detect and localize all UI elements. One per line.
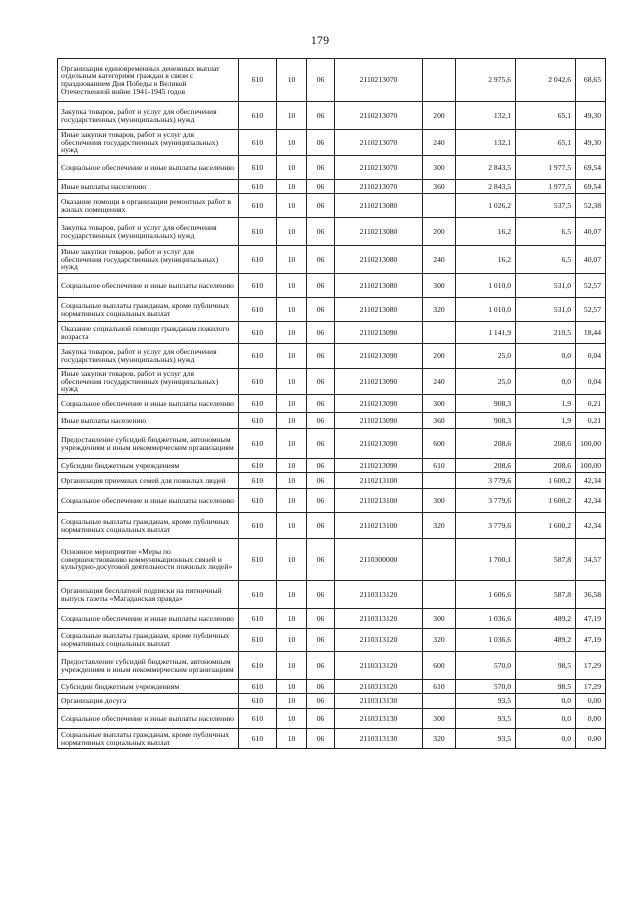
table-row — [58, 344, 606, 369]
cell-expense-type: 300 — [423, 489, 456, 513]
cell-target-article: 2110213100 — [335, 489, 423, 513]
table-row — [58, 459, 606, 473]
cell-target-article: 2110313120 — [335, 652, 423, 680]
cell-percent: 42,34 — [576, 489, 606, 513]
cell-subsection: 06 — [307, 429, 335, 459]
cell-target-article: 2110213080 — [335, 194, 423, 218]
cell-plan-amount: 1 026,2 — [456, 194, 516, 218]
cell-percent: 36,58 — [576, 581, 606, 609]
table-body — [58, 59, 606, 749]
cell-name: Социальное обеспечение и иные выплаты населению — [58, 274, 239, 298]
cell-subsection: 06 — [307, 156, 335, 180]
cell-name: Предоставление субсидий бюджетным, автономным учреждениям и иным некоммерческим организациям — [58, 652, 239, 680]
cell-percent: 69,54 — [576, 180, 606, 194]
cell-section: 10 — [277, 489, 307, 513]
cell-section: 10 — [277, 729, 307, 749]
cell-subsection: 06 — [307, 652, 335, 680]
cell-section: 10 — [277, 322, 307, 344]
table-row — [58, 369, 606, 395]
cell-plan-amount: 1 010,0 — [456, 298, 516, 322]
cell-plan-amount: 570,0 — [456, 652, 516, 680]
cell-name: Социальные выплаты гражданам, кроме публичных нормативных социальных выплат — [58, 629, 239, 652]
cell-percent: 52,38 — [576, 194, 606, 218]
cell-plan-amount: 1 036,6 — [456, 629, 516, 652]
cell-actual-amount: 98,5 — [516, 680, 576, 694]
cell-plan-amount: 3 779,6 — [456, 513, 516, 539]
cell-target-article: 2110313120 — [335, 629, 423, 652]
cell-plan-amount: 16,2 — [456, 218, 516, 246]
cell-actual-amount: 587,8 — [516, 539, 576, 581]
cell-actual-amount: 537,5 — [516, 194, 576, 218]
cell-subsection: 06 — [307, 194, 335, 218]
cell-expense-type: 300 — [423, 274, 456, 298]
cell-section: 10 — [277, 194, 307, 218]
cell-section: 10 — [277, 369, 307, 395]
cell-expense-type: 300 — [423, 709, 456, 729]
cell-expense-type: 600 — [423, 429, 456, 459]
page-number: 179 — [310, 33, 330, 47]
cell-section: 10 — [277, 102, 307, 130]
cell-percent: 100,00 — [576, 429, 606, 459]
cell-section: 10 — [277, 246, 307, 274]
cell-subsection: 06 — [307, 513, 335, 539]
cell-actual-amount: 1 977,5 — [516, 180, 576, 194]
cell-name: Субсидии бюджетным учреждениям — [58, 680, 239, 694]
cell-expense-type: 300 — [423, 156, 456, 180]
cell-target-article: 2110213080 — [335, 274, 423, 298]
cell-ministry: 610 — [239, 369, 277, 395]
cell-actual-amount: 1 600,2 — [516, 473, 576, 489]
cell-plan-amount: 25,0 — [456, 369, 516, 395]
cell-target-article: 2110213090 — [335, 459, 423, 473]
cell-percent: 0,21 — [576, 413, 606, 429]
cell-subsection: 06 — [307, 369, 335, 395]
cell-section: 10 — [277, 130, 307, 156]
cell-target-article: 2110213090 — [335, 395, 423, 413]
cell-expense-type: 200 — [423, 344, 456, 369]
cell-target-article: 2110313130 — [335, 709, 423, 729]
cell-target-article: 2110213070 — [335, 180, 423, 194]
cell-actual-amount: 0,0 — [516, 344, 576, 369]
cell-expense-type: 200 — [423, 218, 456, 246]
cell-ministry: 610 — [239, 59, 277, 102]
cell-ministry: 610 — [239, 156, 277, 180]
cell-name: Субсидии бюджетным учреждениям — [58, 459, 239, 473]
cell-percent: 18,44 — [576, 322, 606, 344]
cell-ministry: 610 — [239, 429, 277, 459]
cell-expense-type: 240 — [423, 369, 456, 395]
cell-name: Социальные выплаты гражданам, кроме публичных нормативных социальных выплат — [58, 513, 239, 539]
cell-subsection: 06 — [307, 274, 335, 298]
cell-name: Иные закупки товаров, работ и услуг для обеспечения государственных (муниципальных) нужд — [58, 246, 239, 274]
cell-expense-type — [423, 59, 456, 102]
cell-subsection: 06 — [307, 395, 335, 413]
table-row — [58, 729, 606, 749]
cell-subsection: 06 — [307, 539, 335, 581]
cell-expense-type — [423, 539, 456, 581]
cell-name: Организация единовременных денежных выплат отдельным категориям граждан в связи с празднованием Дня Победы в Великой Отечественной войне 1941-1945 годов — [58, 59, 239, 102]
cell-name: Оказание помощи в организации ремонтных работ в жилых помещениях — [58, 194, 239, 218]
cell-subsection: 06 — [307, 609, 335, 629]
cell-name: Организация досуга — [58, 694, 239, 709]
cell-ministry: 610 — [239, 609, 277, 629]
cell-ministry: 610 — [239, 539, 277, 581]
cell-section: 10 — [277, 59, 307, 102]
cell-ministry: 610 — [239, 489, 277, 513]
cell-percent: 68,65 — [576, 59, 606, 102]
cell-target-article: 2110313120 — [335, 581, 423, 609]
table-row — [58, 322, 606, 344]
cell-percent: 40,07 — [576, 246, 606, 274]
cell-plan-amount: 3 779,6 — [456, 489, 516, 513]
table-row — [58, 473, 606, 489]
table-row — [58, 629, 606, 652]
budget-table — [57, 58, 606, 749]
cell-section: 10 — [277, 629, 307, 652]
cell-subsection: 06 — [307, 680, 335, 694]
cell-actual-amount: 0,0 — [516, 729, 576, 749]
cell-expense-type: 320 — [423, 629, 456, 652]
cell-actual-amount: 587,8 — [516, 581, 576, 609]
cell-target-article: 2110213080 — [335, 218, 423, 246]
table-row — [58, 156, 606, 180]
cell-percent: 42,34 — [576, 473, 606, 489]
cell-actual-amount: 1,9 — [516, 395, 576, 413]
table-row — [58, 489, 606, 513]
cell-plan-amount: 93,5 — [456, 709, 516, 729]
table-row — [58, 59, 606, 102]
cell-plan-amount: 93,5 — [456, 729, 516, 749]
cell-percent: 49,30 — [576, 102, 606, 130]
cell-ministry: 610 — [239, 473, 277, 489]
cell-expense-type: 320 — [423, 513, 456, 539]
cell-section: 10 — [277, 156, 307, 180]
cell-ministry: 610 — [239, 581, 277, 609]
cell-percent: 47,19 — [576, 609, 606, 629]
cell-section: 10 — [277, 680, 307, 694]
cell-expense-type: 320 — [423, 729, 456, 749]
cell-section: 10 — [277, 274, 307, 298]
cell-section: 10 — [277, 344, 307, 369]
cell-section: 10 — [277, 473, 307, 489]
cell-ministry: 610 — [239, 680, 277, 694]
table-row — [58, 274, 606, 298]
cell-percent: 69,54 — [576, 156, 606, 180]
cell-expense-type: 610 — [423, 680, 456, 694]
cell-ministry: 610 — [239, 322, 277, 344]
cell-ministry: 610 — [239, 395, 277, 413]
cell-target-article: 2110213100 — [335, 513, 423, 539]
cell-target-article: 2110213090 — [335, 369, 423, 395]
cell-section: 10 — [277, 298, 307, 322]
cell-target-article: 2110313120 — [335, 680, 423, 694]
cell-expense-type: 200 — [423, 102, 456, 130]
cell-name: Социальное обеспечение и иные выплаты населению — [58, 395, 239, 413]
cell-actual-amount: 65,1 — [516, 130, 576, 156]
cell-name: Иные закупки товаров, работ и услуг для обеспечения государственных (муниципальных) нужд — [58, 130, 239, 156]
cell-ministry: 610 — [239, 629, 277, 652]
cell-section: 10 — [277, 413, 307, 429]
cell-plan-amount: 1 700,1 — [456, 539, 516, 581]
cell-name: Социальное обеспечение и иные выплаты населению — [58, 489, 239, 513]
cell-ministry: 610 — [239, 694, 277, 709]
cell-name: Организация приемных семей для пожилых людей — [58, 473, 239, 489]
cell-actual-amount: 210,5 — [516, 322, 576, 344]
cell-plan-amount: 3 779,6 — [456, 473, 516, 489]
cell-ministry: 610 — [239, 102, 277, 130]
cell-subsection: 06 — [307, 709, 335, 729]
table-row — [58, 513, 606, 539]
cell-percent: 52,57 — [576, 274, 606, 298]
cell-expense-type: 240 — [423, 246, 456, 274]
table-row — [58, 581, 606, 609]
cell-subsection: 06 — [307, 729, 335, 749]
cell-target-article: 2110213090 — [335, 413, 423, 429]
cell-actual-amount: 208,6 — [516, 429, 576, 459]
cell-target-article: 2110213090 — [335, 344, 423, 369]
cell-ministry: 610 — [239, 513, 277, 539]
cell-actual-amount: 489,2 — [516, 609, 576, 629]
cell-percent: 42,34 — [576, 513, 606, 539]
table-row — [58, 680, 606, 694]
cell-target-article: 2110313120 — [335, 609, 423, 629]
cell-expense-type: 360 — [423, 413, 456, 429]
cell-ministry: 610 — [239, 180, 277, 194]
cell-name: Закупка товаров, работ и услуг для обеспечения государственных (муниципальных) нужд — [58, 102, 239, 130]
cell-ministry: 610 — [239, 459, 277, 473]
cell-section: 10 — [277, 652, 307, 680]
cell-name: Оказание социальной помощи гражданам пожилого возраста — [58, 322, 239, 344]
cell-subsection: 06 — [307, 298, 335, 322]
cell-name: Социальные выплаты гражданам, кроме публичных нормативных социальных выплат — [58, 298, 239, 322]
cell-target-article: 2110213070 — [335, 130, 423, 156]
cell-subsection: 06 — [307, 344, 335, 369]
table-row — [58, 218, 606, 246]
cell-subsection: 06 — [307, 459, 335, 473]
cell-actual-amount: 6,5 — [516, 218, 576, 246]
cell-plan-amount: 2 843,5 — [456, 180, 516, 194]
cell-percent: 52,57 — [576, 298, 606, 322]
cell-expense-type — [423, 694, 456, 709]
cell-ministry: 610 — [239, 194, 277, 218]
cell-expense-type — [423, 473, 456, 489]
cell-expense-type: 240 — [423, 130, 456, 156]
cell-target-article: 2110213070 — [335, 156, 423, 180]
cell-target-article: 2110300000 — [335, 539, 423, 581]
cell-name: Социальное обеспечение и иные выплаты населению — [58, 156, 239, 180]
cell-expense-type: 300 — [423, 395, 456, 413]
cell-ministry: 610 — [239, 652, 277, 680]
cell-actual-amount: 531,0 — [516, 274, 576, 298]
cell-actual-amount: 1 600,2 — [516, 513, 576, 539]
cell-subsection: 06 — [307, 130, 335, 156]
cell-ministry: 610 — [239, 218, 277, 246]
cell-target-article: 2110213100 — [335, 473, 423, 489]
cell-percent: 0,00 — [576, 709, 606, 729]
cell-name: Иные выплаты населению — [58, 180, 239, 194]
cell-target-article: 2110213080 — [335, 298, 423, 322]
table-row — [58, 413, 606, 429]
cell-plan-amount: 16,2 — [456, 246, 516, 274]
cell-section: 10 — [277, 709, 307, 729]
cell-plan-amount: 908,3 — [456, 395, 516, 413]
cell-section: 10 — [277, 581, 307, 609]
cell-name: Социальное обеспечение и иные выплаты населению — [58, 709, 239, 729]
cell-percent: 0,04 — [576, 344, 606, 369]
cell-subsection: 06 — [307, 413, 335, 429]
cell-plan-amount: 25,0 — [456, 344, 516, 369]
cell-target-article: 2110213070 — [335, 102, 423, 130]
cell-subsection: 06 — [307, 489, 335, 513]
cell-name: Закупка товаров, работ и услуг для обеспечения государственных (муниципальных) нужд — [58, 344, 239, 369]
cell-plan-amount: 2 843,5 — [456, 156, 516, 180]
cell-ministry: 610 — [239, 413, 277, 429]
cell-expense-type: 610 — [423, 459, 456, 473]
cell-actual-amount: 0,0 — [516, 694, 576, 709]
cell-percent: 0,21 — [576, 395, 606, 413]
cell-section: 10 — [277, 459, 307, 473]
cell-subsection: 06 — [307, 322, 335, 344]
cell-percent: 49,30 — [576, 130, 606, 156]
cell-percent: 34,57 — [576, 539, 606, 581]
cell-name: Социальное обеспечение и иные выплаты населению — [58, 609, 239, 629]
cell-percent: 17,29 — [576, 680, 606, 694]
cell-name: Основное мероприятие «Меры по совершенствованию коммуникационных связей и культурно-досуговой деятельности пожилых людей» — [58, 539, 239, 581]
cell-expense-type: 320 — [423, 298, 456, 322]
cell-plan-amount: 908,3 — [456, 413, 516, 429]
cell-subsection: 06 — [307, 629, 335, 652]
cell-section: 10 — [277, 609, 307, 629]
cell-target-article: 2110313130 — [335, 729, 423, 749]
cell-actual-amount: 489,2 — [516, 629, 576, 652]
cell-subsection: 06 — [307, 246, 335, 274]
cell-actual-amount: 0,0 — [516, 369, 576, 395]
table-row — [58, 102, 606, 130]
cell-plan-amount: 1 141,9 — [456, 322, 516, 344]
cell-target-article: 2110213090 — [335, 322, 423, 344]
table-row — [58, 652, 606, 680]
cell-plan-amount: 93,5 — [456, 694, 516, 709]
cell-expense-type: 600 — [423, 652, 456, 680]
cell-percent: 100,00 — [576, 459, 606, 473]
cell-subsection: 06 — [307, 473, 335, 489]
cell-actual-amount: 2 042,6 — [516, 59, 576, 102]
cell-ministry: 610 — [239, 344, 277, 369]
cell-actual-amount: 0,0 — [516, 709, 576, 729]
cell-expense-type — [423, 581, 456, 609]
cell-subsection: 06 — [307, 102, 335, 130]
cell-percent: 0,00 — [576, 694, 606, 709]
cell-section: 10 — [277, 395, 307, 413]
cell-percent: 17,29 — [576, 652, 606, 680]
cell-plan-amount: 208,6 — [456, 459, 516, 473]
cell-actual-amount: 1,9 — [516, 413, 576, 429]
cell-plan-amount: 1 036,6 — [456, 609, 516, 629]
cell-ministry: 610 — [239, 246, 277, 274]
cell-name: Закупка товаров, работ и услуг для обеспечения государственных (муниципальных) нужд — [58, 218, 239, 246]
cell-name: Иные закупки товаров, работ и услуг для обеспечения государственных (муниципальных) нужд — [58, 369, 239, 395]
table-row — [58, 694, 606, 709]
cell-subsection: 06 — [307, 581, 335, 609]
cell-actual-amount: 531,0 — [516, 298, 576, 322]
cell-actual-amount: 65,1 — [516, 102, 576, 130]
cell-actual-amount: 6,5 — [516, 246, 576, 274]
cell-section: 10 — [277, 539, 307, 581]
cell-percent: 40,07 — [576, 218, 606, 246]
cell-percent: 0,04 — [576, 369, 606, 395]
cell-percent: 47,19 — [576, 629, 606, 652]
table-row — [58, 539, 606, 581]
cell-plan-amount: 132,1 — [456, 102, 516, 130]
cell-section: 10 — [277, 180, 307, 194]
table-row — [58, 298, 606, 322]
cell-actual-amount: 1 977,5 — [516, 156, 576, 180]
cell-section: 10 — [277, 218, 307, 246]
cell-subsection: 06 — [307, 218, 335, 246]
table-row — [58, 395, 606, 413]
cell-name: Организация бесплатной подписки на пятничный выпуск газеты «Магаданская правда» — [58, 581, 239, 609]
cell-expense-type — [423, 194, 456, 218]
cell-actual-amount: 208,6 — [516, 459, 576, 473]
cell-expense-type: 360 — [423, 180, 456, 194]
cell-name: Предоставление субсидий бюджетным, автономным учреждениям и иным некоммерческим организациям — [58, 429, 239, 459]
cell-actual-amount: 98,5 — [516, 652, 576, 680]
cell-section: 10 — [277, 694, 307, 709]
table-row — [58, 180, 606, 194]
cell-subsection: 06 — [307, 180, 335, 194]
cell-section: 10 — [277, 429, 307, 459]
cell-ministry: 610 — [239, 729, 277, 749]
cell-plan-amount: 1 606,6 — [456, 581, 516, 609]
cell-expense-type: 300 — [423, 609, 456, 629]
table-row — [58, 130, 606, 156]
cell-target-article: 2110313130 — [335, 694, 423, 709]
cell-target-article: 2110213080 — [335, 246, 423, 274]
cell-ministry: 610 — [239, 298, 277, 322]
table-row — [58, 246, 606, 274]
cell-percent: 0,00 — [576, 729, 606, 749]
table-row — [58, 609, 606, 629]
cell-ministry: 610 — [239, 709, 277, 729]
cell-name: Социальные выплаты гражданам, кроме публичных нормативных социальных выплат — [58, 729, 239, 749]
cell-name: Иные выплаты населению — [58, 413, 239, 429]
cell-target-article: 2110213070 — [335, 59, 423, 102]
cell-ministry: 610 — [239, 274, 277, 298]
cell-target-article: 2110213090 — [335, 429, 423, 459]
cell-plan-amount: 570,0 — [456, 680, 516, 694]
cell-expense-type — [423, 322, 456, 344]
cell-actual-amount: 1 600,2 — [516, 489, 576, 513]
cell-plan-amount: 208,6 — [456, 429, 516, 459]
cell-ministry: 610 — [239, 130, 277, 156]
table-row — [58, 194, 606, 218]
cell-plan-amount: 132,1 — [456, 130, 516, 156]
cell-subsection: 06 — [307, 694, 335, 709]
cell-subsection: 06 — [307, 59, 335, 102]
cell-plan-amount: 2 975,6 — [456, 59, 516, 102]
table-row — [58, 709, 606, 729]
cell-section: 10 — [277, 513, 307, 539]
cell-plan-amount: 1 010,0 — [456, 274, 516, 298]
table-row — [58, 429, 606, 459]
